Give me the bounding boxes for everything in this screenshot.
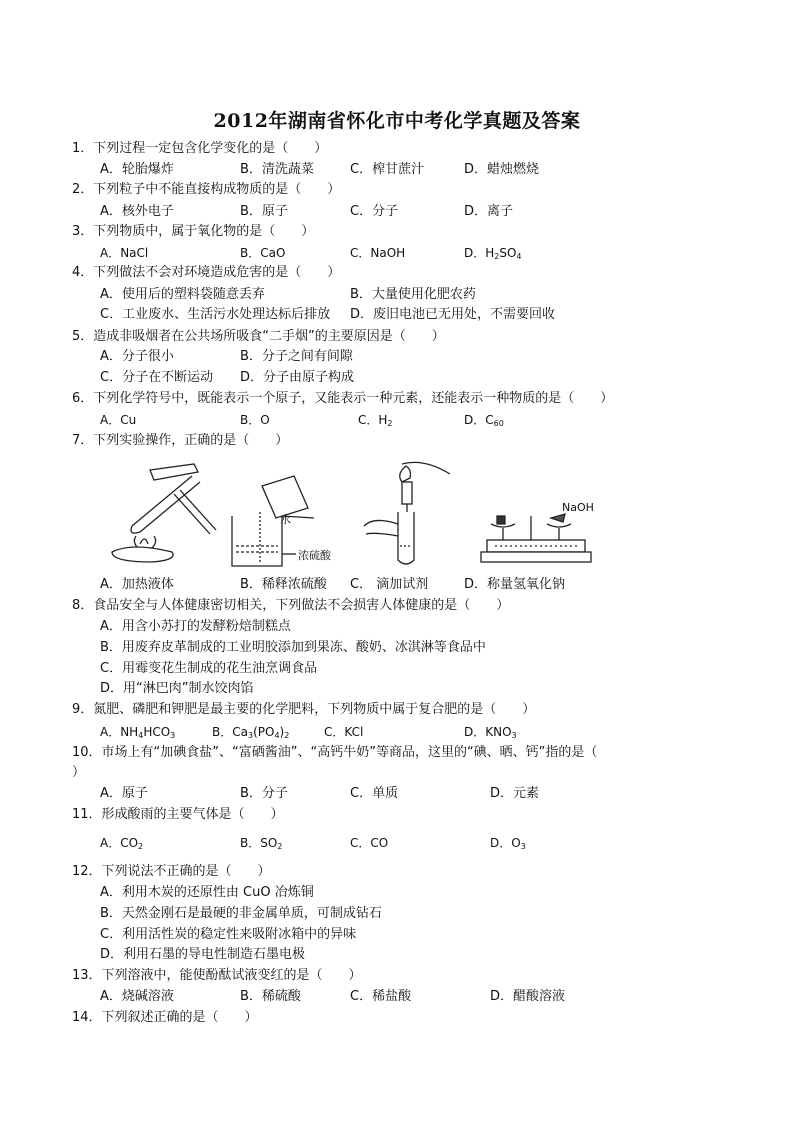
question-14: 14．下列叙述正确的是（ ） <box>72 1010 258 1025</box>
question-7: 7．下列实验操作，正确的是（ ） <box>72 433 289 448</box>
question-8: 8．食品安全与人体健康密切相关，下列做法不会损害人体健康的是（ ） <box>72 598 510 613</box>
q7-option-c: C． 滴加试剂 <box>350 577 429 592</box>
question-12: 12．下列说法不正确的是（ ） <box>72 864 271 879</box>
question-4: 4．下列做法不会对环境造成危害的是（ ） <box>72 265 341 280</box>
concentrated-sulfuric-acid-label: 浓硫酸 <box>298 549 331 562</box>
q4-option-d: D．废旧电池已无用处，不需要回收 <box>350 307 556 322</box>
q8-option-d: D．用“淋巴肉”制水饺肉馅 <box>100 681 254 696</box>
question-5: 5．造成非吸烟者在公共场所吸食“二手烟”的主要原因是（ ） <box>72 329 445 344</box>
q12-option-a: A．利用木炭的还原性由 CuO 冶炼铜 <box>100 885 314 900</box>
dropping-reagent-illustration <box>364 462 450 564</box>
q10-option-d: D．元素 <box>490 786 540 801</box>
q2-option-d: D．离子 <box>464 204 514 219</box>
q4-option-a: A．使用后的塑料袋随意丢弃 <box>100 287 265 302</box>
q6-option-c: C．$H_2$ <box>358 413 393 428</box>
weighing-naoh-illustration <box>481 514 591 562</box>
q4-option-c: C．工业废水、生活污水处理达标后排放 <box>100 307 331 322</box>
question-10: 10．市场上有“加碘食盐”、“富硒酱油”、“高钙牛奶”等商品，这里的“碘、晒、钙”指的是（ <box>72 745 598 760</box>
q8-option-b: B．用废弃皮革制成的工业明胶添加到果冻、酸奶、冰淇淋等食品中 <box>100 640 486 655</box>
q10-option-a: A．原子 <box>100 786 148 801</box>
q3-option-a: A．NaCl <box>100 246 149 260</box>
q1-option-b: B．清洗蔬菜 <box>240 162 314 177</box>
q10-option-b: B．分子 <box>240 786 288 801</box>
question-13: 13．下列溶液中，能使酚酞试液变红的是（ ） <box>72 968 362 983</box>
question-6: 6．下列化学符号中，既能表示一个原子，又能表示一种元素，还能表示一种物质的是（ ） <box>72 391 614 406</box>
q8-option-c: C．用霉变花生制成的花生油烹调食品 <box>100 661 318 676</box>
q2-option-c: C．分子 <box>350 204 399 219</box>
q7-option-d: D．称量氢氧化钠 <box>464 577 566 592</box>
q6-option-b: B．O <box>240 413 270 427</box>
q3-option-b: B．CaO <box>240 246 286 260</box>
q13-option-b: B．稀硫酸 <box>240 989 301 1004</box>
q7-option-b: B．稀释浓硫酸 <box>240 577 327 592</box>
q12-option-c: C．利用活性炭的稳定性来吸附冰箱中的异味 <box>100 927 357 942</box>
q8-option-a: A．用含小苏打的发酵粉焙制糕点 <box>100 619 291 634</box>
q10-option-c: C．单质 <box>350 786 399 801</box>
q11-option-a: A．$CO_2$ <box>100 836 144 851</box>
q5-option-c: C．分子在不断运动 <box>100 370 214 385</box>
question-10-continued: ） <box>72 765 86 780</box>
q3-option-c: C．NaOH <box>350 246 406 260</box>
question-9: 9．氮肥、磷肥和钾肥是最主要的化学肥料，下列物质中属于复合肥的是（ ） <box>72 702 536 717</box>
q11-option-d: D．$O_3$ <box>490 836 526 851</box>
q9-option-c: C．KCl <box>324 725 364 739</box>
q11-option-b: B．$SO_2$ <box>240 836 283 851</box>
q13-option-a: A．烧碱溶液 <box>100 989 174 1004</box>
q2-option-b: B．原子 <box>240 204 288 219</box>
q13-option-c: C．稀盐酸 <box>350 989 412 1004</box>
q1-option-a: A．轮胎爆炸 <box>100 162 174 177</box>
page-title: 2012年湖南省怀化市中考化学真题及答案 <box>213 110 581 132</box>
q3-option-d: D．$H_2SO_4$ <box>464 246 522 261</box>
heating-liquid-illustration <box>112 464 216 562</box>
q12-option-d: D．利用石墨的导电性制造石墨电极 <box>100 947 306 962</box>
question-3: 3．下列物质中，属于氧化物的是（ ） <box>72 224 315 239</box>
q4-option-b: B．大量使用化肥农药 <box>350 287 476 302</box>
q7-experiment-figures <box>92 456 622 568</box>
q1-option-c: C．榨甘蔗汁 <box>350 162 425 177</box>
q5-option-d: D．分子由原子构成 <box>240 370 355 385</box>
q7-option-a: A．加热液体 <box>100 577 174 592</box>
q6-option-a: A．Cu <box>100 413 137 427</box>
q11-option-c: C．CO <box>350 836 389 850</box>
q9-option-d: D．$KNO_3$ <box>464 725 517 740</box>
q5-option-b: B．分子之间有间隙 <box>240 349 353 364</box>
question-1: 1．下列过程一定包含化学变化的是（ ） <box>72 141 328 156</box>
q12-option-b: B．天然金刚石是最硬的非金属单质，可制成钻石 <box>100 906 382 921</box>
question-2: 2．下列粒子中不能直接构成物质的是（ ） <box>72 182 341 197</box>
naoh-label: NaOH <box>562 501 594 514</box>
question-11: 11．形成酸雨的主要气体是（ ） <box>72 807 284 822</box>
q2-option-a: A．核外电子 <box>100 204 174 219</box>
q1-option-d: D．蜡烛燃烧 <box>464 162 540 177</box>
water-label: 水 <box>280 513 291 526</box>
q5-option-a: A．分子很小 <box>100 349 174 364</box>
q9-option-a: A．$NH_4HCO_3$ <box>100 725 176 740</box>
q13-option-d: D．醋酸溶液 <box>490 989 566 1004</box>
q9-option-b: B．$Ca_3(PO_4)_2$ <box>212 725 290 740</box>
q6-option-d: D．$C_{60}$ <box>464 413 504 428</box>
